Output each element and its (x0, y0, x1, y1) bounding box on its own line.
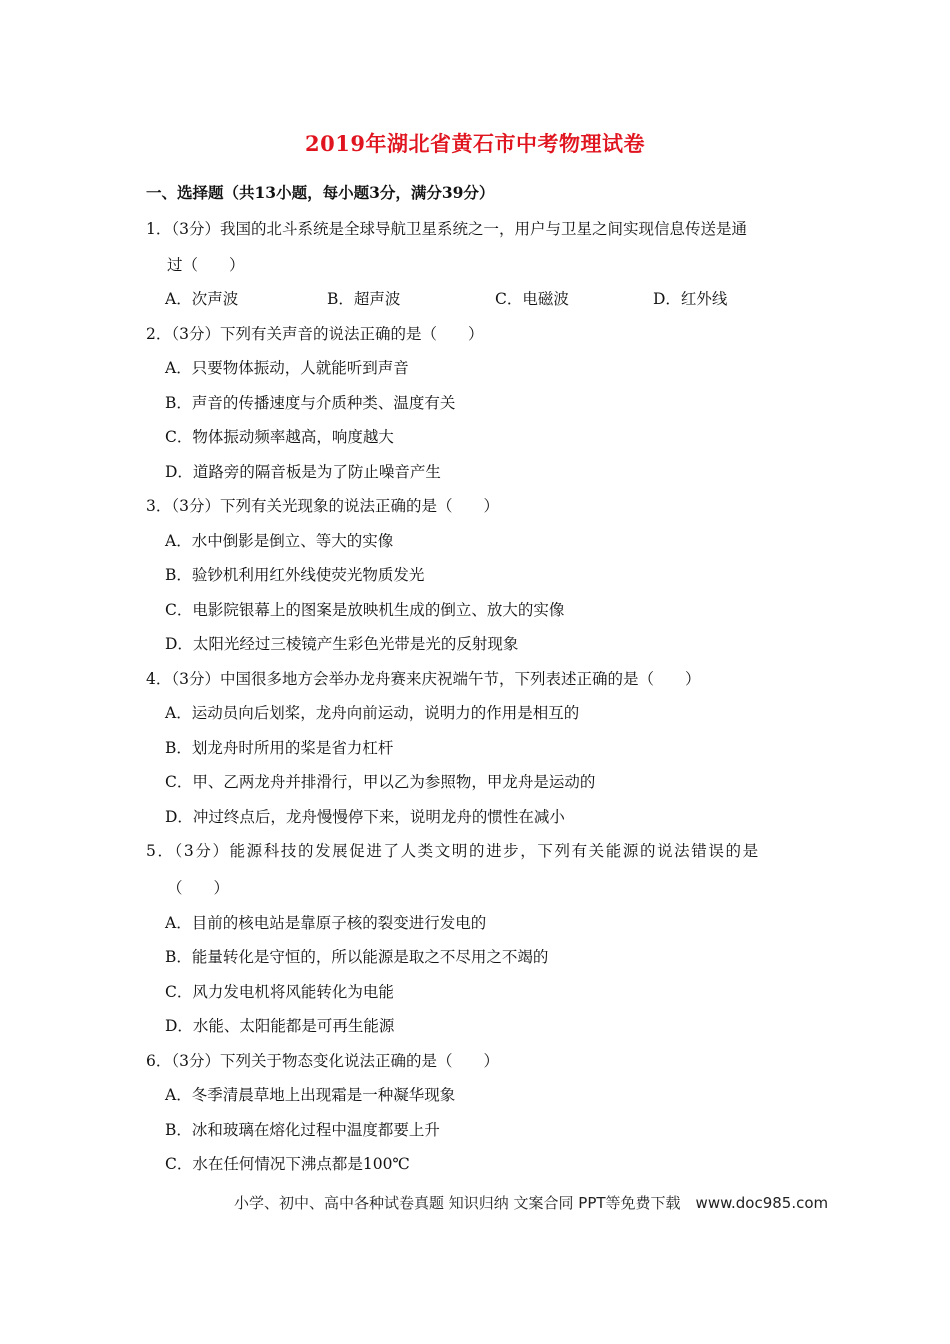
option-a: A．目前的核电站是靠原子核的裂变进行发电的 (165, 914, 487, 932)
exam-title: 2019年湖北省黄石市中考物理试卷 (305, 131, 645, 156)
option-d: D．冲过终点后，龙舟慢慢停下来，说明龙舟的惯性在减小 (165, 808, 565, 826)
option-d: D．水能、太阳能都是可再生能源 (165, 1017, 395, 1035)
option-c: C．甲、乙两龙舟并排滑行，甲以乙为参照物，甲龙舟是运动的 (165, 773, 596, 791)
question-2-text: 2．（3分）下列有关声音的说法正确的是（ ） (146, 325, 484, 343)
question-6-text: 6．（3分）下列关于物态变化说法正确的是（ ） (146, 1052, 499, 1070)
option-b: B．能量转化是守恒的，所以能源是取之不尽用之不竭的 (165, 948, 549, 966)
option-d: D．道路旁的隔音板是为了防止噪音产生 (165, 463, 441, 481)
option-a: A．冬季清晨草地上出现霜是一种凝华现象 (165, 1086, 456, 1104)
page-footer: 小学、初中、高中各种试卷真题 知识归纳 文案合同 PPT等免费下载 www.doc985.com (234, 1194, 829, 1212)
question-3-text: 3．（3分）下列有关光现象的说法正确的是（ ） (146, 497, 499, 515)
option-b: B．验钞机利用红外线使荧光物质发光 (165, 566, 425, 584)
section-heading: 一、选择题（共13小题，每小题3分，满分39分） (146, 183, 495, 202)
option-b: B．超声波 (327, 290, 401, 308)
option-c: C．物体振动频率越高，响度越大 (165, 428, 394, 446)
question-1-text-cont: 过（ ） (167, 256, 245, 274)
question-5-text-cont: （ ） (167, 879, 230, 897)
option-d: D．红外线 (653, 290, 728, 308)
option-b: B．划龙舟时所用的桨是省力杠杆 (165, 739, 394, 757)
option-c: C．电磁波 (495, 290, 569, 308)
option-a: A．运动员向后划桨，龙舟向前运动，说明力的作用是相互的 (165, 704, 580, 722)
option-c: C．水在任何情况下沸点都是100℃ (165, 1155, 410, 1173)
option-a: A．水中倒影是倒立、等大的实像 (165, 532, 394, 550)
question-1-text: 1．（3分）我国的北斗系统是全球导航卫星系统之一，用户与卫星之间实现信息传送是通 (146, 220, 747, 238)
question-4-text: 4．（3分）中国很多地方会举办龙舟赛来庆祝端午节，下列表述正确的是（ ） (146, 670, 701, 688)
option-a: A．只要物体振动，人就能听到声音 (165, 359, 409, 377)
question-5-text: 5．（3分）能源科技的发展促进了人类文明的进步，下列有关能源的说法错误的是 (146, 842, 760, 860)
option-b: B．冰和玻璃在熔化过程中温度都要上升 (165, 1121, 440, 1139)
option-d: D．太阳光经过三棱镜产生彩色光带是光的反射现象 (165, 635, 519, 653)
option-c: C．风力发电机将风能转化为电能 (165, 983, 394, 1001)
option-c: C．电影院银幕上的图案是放映机生成的倒立、放大的实像 (165, 601, 565, 619)
option-b: B．声音的传播速度与介质种类、温度有关 (165, 394, 456, 412)
option-a: A．次声波 (165, 290, 239, 308)
